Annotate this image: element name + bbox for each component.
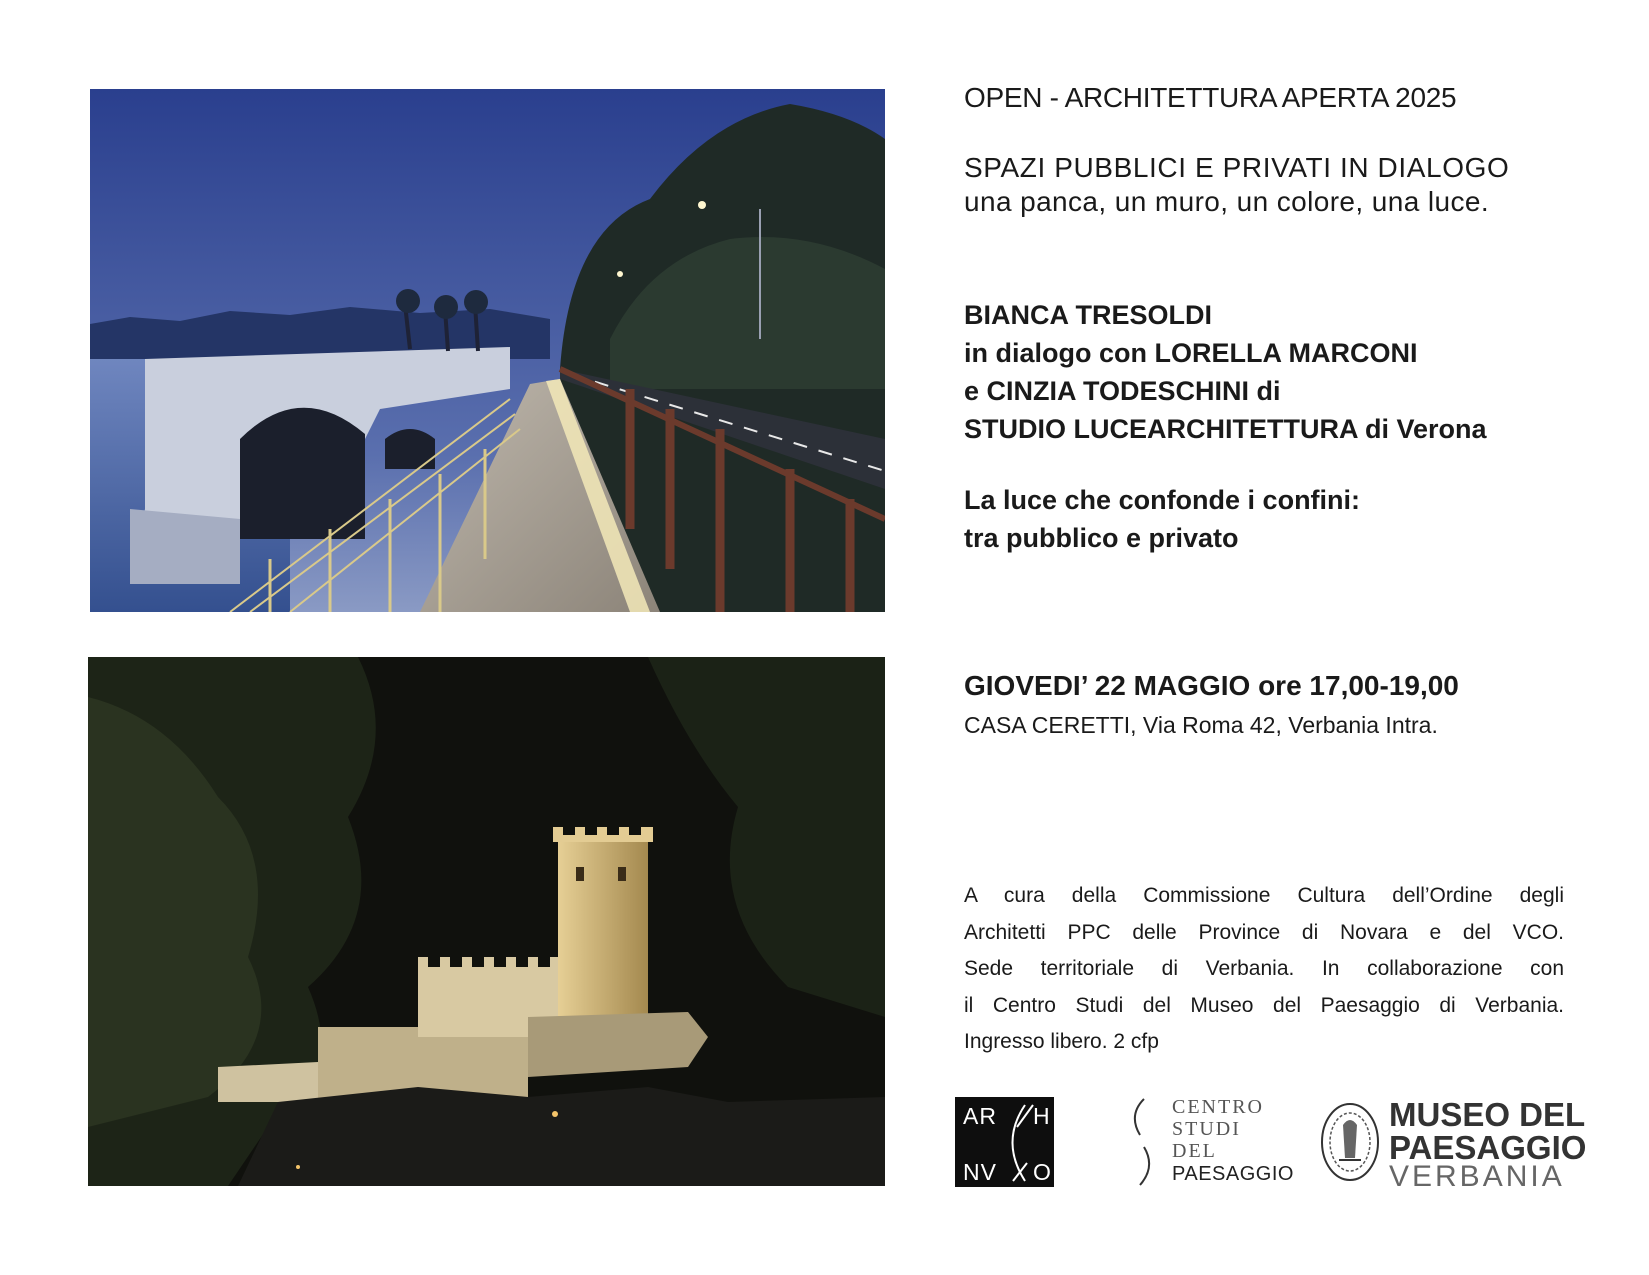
logo-museo-paesaggio: [1313, 1096, 1603, 1192]
credits-line: Ingresso libero. 2 cfp: [964, 1030, 1159, 1053]
credits-line: il Centro Studi del Museo del Paesaggio di Verbania.: [964, 993, 1564, 1017]
logo-text: DEL: [1172, 1140, 1217, 1162]
talk-title: [964, 481, 1360, 557]
logo-text: STUDI: [1172, 1118, 1241, 1140]
logo-text: PAESAGGIO: [1172, 1163, 1294, 1185]
speaker-line: BIANCA TRESOLDI: [964, 300, 1212, 330]
logo-text: VERBANIA: [1389, 1160, 1565, 1193]
logo-centro-studi: [1122, 1097, 1312, 1189]
speakers-block: [964, 296, 1487, 448]
theme-subtitle: una panca, un muro, un colore, una luce.: [964, 186, 1490, 217]
logo-text: AR: [963, 1103, 997, 1129]
logo-text: PAESAGGIO: [1389, 1129, 1587, 1166]
talk-line: La luce che confonde i confini:: [964, 485, 1361, 515]
logo-text: NV: [963, 1159, 997, 1185]
event-venue: CASA CERETTI, Via Roma 42, Verbania Intra.: [964, 712, 1438, 738]
speaker-line: e CINZIA TODESCHINI di: [964, 376, 1281, 406]
credits-line: Architetti PPC delle Province di Novara e del VCO.: [964, 920, 1564, 944]
credits-paragraph: [964, 878, 1564, 1061]
logo-ordine-architetti: [955, 1097, 1054, 1187]
logo-text: H: [1033, 1103, 1051, 1129]
photo-castle-night: [88, 657, 885, 1186]
credits-line: Sede territoriale di Verbania. In collaborazione con: [964, 957, 1564, 980]
logo-s-mark-icon: [1122, 1097, 1162, 1187]
logo-mark-icon: [955, 1097, 1054, 1187]
theme-title: SPAZI PUBBLICI E PRIVATI IN DIALOGO: [964, 152, 1510, 183]
seal-icon: [1319, 1100, 1381, 1184]
event-title: OPEN - ARCHITETTURA APERTA 2025: [964, 82, 1457, 113]
logo-text: MUSEO DEL: [1389, 1096, 1586, 1133]
photo-lakeside-promenade: [90, 89, 885, 612]
event-date: GIOVEDI’ 22 MAGGIO ore 17,00-19,00: [964, 670, 1459, 701]
talk-line: tra pubblico e privato: [964, 523, 1239, 553]
logo-text: O: [1033, 1159, 1052, 1185]
credits-line: A cura della Commissione Cultura dell’Ordine degli: [964, 884, 1564, 907]
logo-text: CENTRO: [1172, 1096, 1264, 1118]
speaker-line: STUDIO LUCEARCHITETTURA di Verona: [964, 414, 1487, 444]
speaker-line: in dialogo con LORELLA MARCONI: [964, 338, 1418, 368]
